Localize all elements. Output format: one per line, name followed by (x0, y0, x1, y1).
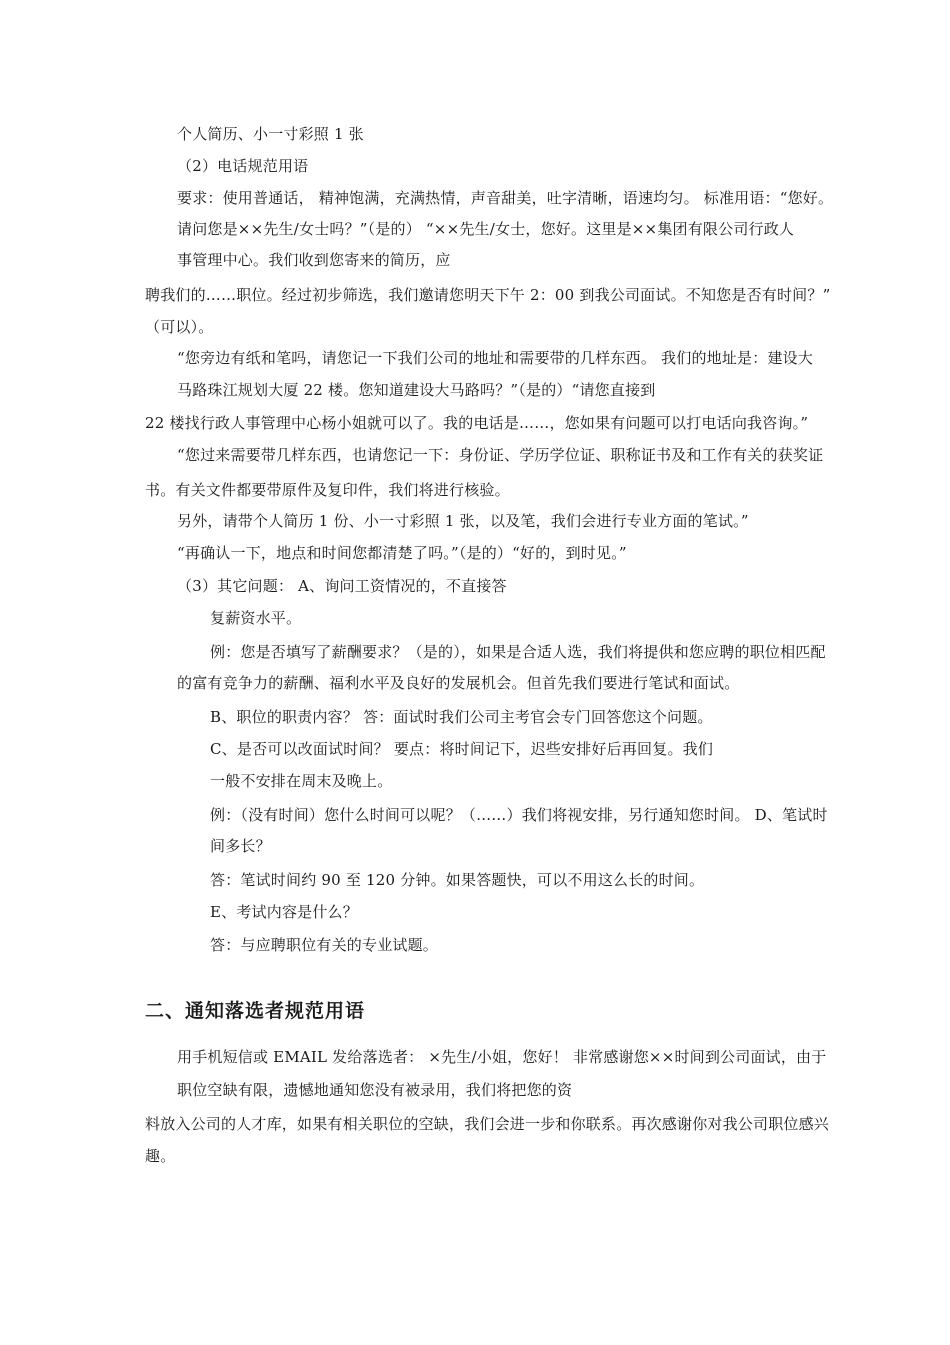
text-line-22: 例：（没有时间）您什么时间可以呢？（……）我们将视安排，另行通知您时间。 D、笔试时 (210, 806, 828, 824)
text-line-6: 聘我们的……职位。经过初步筛选，我们邀请您明天下午 2：00 到我公司面试。不知您是否有时间？” (145, 286, 831, 304)
text-line-13: 另外，请带个人简历 1 份、小一寸彩照 1 张，以及笔，我们会进行专业方面的笔试。” (177, 512, 749, 530)
text-line-2: （2）电话规范用语 (177, 157, 309, 175)
text-line-3: 要求：使用普通话， 精神饱满，充满热情，声音甜美，吐字清晰，语速均匀。 标准用语：“您好。 (177, 189, 834, 207)
text-line-10: 22 楼找行政人事管理中心杨小姐就可以了。我的电话是……，您如果有问题可以打电话向我咨询。” (145, 414, 809, 432)
section-text-line-2: 职位空缺有限，遗憾地通知您没有被录用，我们将把您的资 (177, 1081, 573, 1099)
section-text-line-1: 用手机短信或 EMAIL 发给落选者： ×先生/小姐，您好！ 非常感谢您××时间到公司面试，由于 (177, 1048, 827, 1066)
text-line-9: 马路珠江规划大厦 22 楼。您知道建设大马路吗？”（是的）“请您直接到 (177, 381, 656, 399)
text-line-11: “您过来需要带几样东西，也请您记一下：身份证、学历学位证、职称证书及和工作有关的获奖证 (177, 446, 824, 464)
text-line-4: 请问您是××先生/女士吗？”（是的） “××先生/女士，您好。这里是××集团有限公司行政人 (177, 220, 795, 238)
text-line-5: 事管理中心。我们收到您寄来的简历，应 (177, 251, 451, 269)
text-line-24: 答：笔试时间约 90 至 120 分钟。如果答题快，可以不用这么长的时间。 (210, 871, 705, 889)
text-line-25: E、考试内容是什么？ (210, 903, 358, 921)
text-line-20: C、是否可以改面试时间？ 要点：将时间记下，迟些安排好后再回复。我们 (210, 740, 714, 758)
text-line-19: B、职位的职责内容？ 答：面试时我们公司主考官会专门回答您这个问题。 (210, 708, 713, 726)
text-line-7: （可以）。 (145, 318, 214, 336)
text-line-14: “再确认一下，地点和时间您都清楚了吗。”（是的）“好的，到时见。” (177, 544, 627, 562)
section-text-line-4: 趣。 (145, 1147, 176, 1165)
text-line-8: “您旁边有纸和笔吗，请您记一下我们公司的地址和需要带的几样东西。 我们的地址是：建设大 (177, 349, 814, 367)
section-heading: 二、通知落选者规范用语 (145, 1000, 366, 1022)
section-text-line-3: 料放入公司的人才库，如果有相关职位的空缺，我们会进一步和你联系。再次感谢你对我公司职位感兴 (145, 1115, 830, 1133)
text-line-16: 复薪资水平。 (210, 609, 302, 627)
text-line-21: 一般不安排在周末及晚上。 (210, 772, 393, 790)
text-line-12: 书。有关文件都要带原件及复印件，我们将进行核验。 (145, 481, 510, 499)
text-line-23: 间多长？ (210, 837, 271, 855)
text-line-26: 答：与应聘职位有关的专业试题。 (210, 936, 439, 954)
text-line-18: 的富有竞争力的薪酬、福利水平及良好的发展机会。但首先我们要进行笔试和面试。 (177, 674, 740, 692)
text-line-15: （3）其它问题： A、询问工资情况的，不直接答 (177, 577, 507, 595)
text-line-1: 个人简历、小一寸彩照 1 张 (177, 125, 364, 143)
text-line-17: 例：您是否填写了薪酬要求？（是的），如果是合适人选，我们将提供和您应聘的职位相匹配 (210, 643, 826, 661)
